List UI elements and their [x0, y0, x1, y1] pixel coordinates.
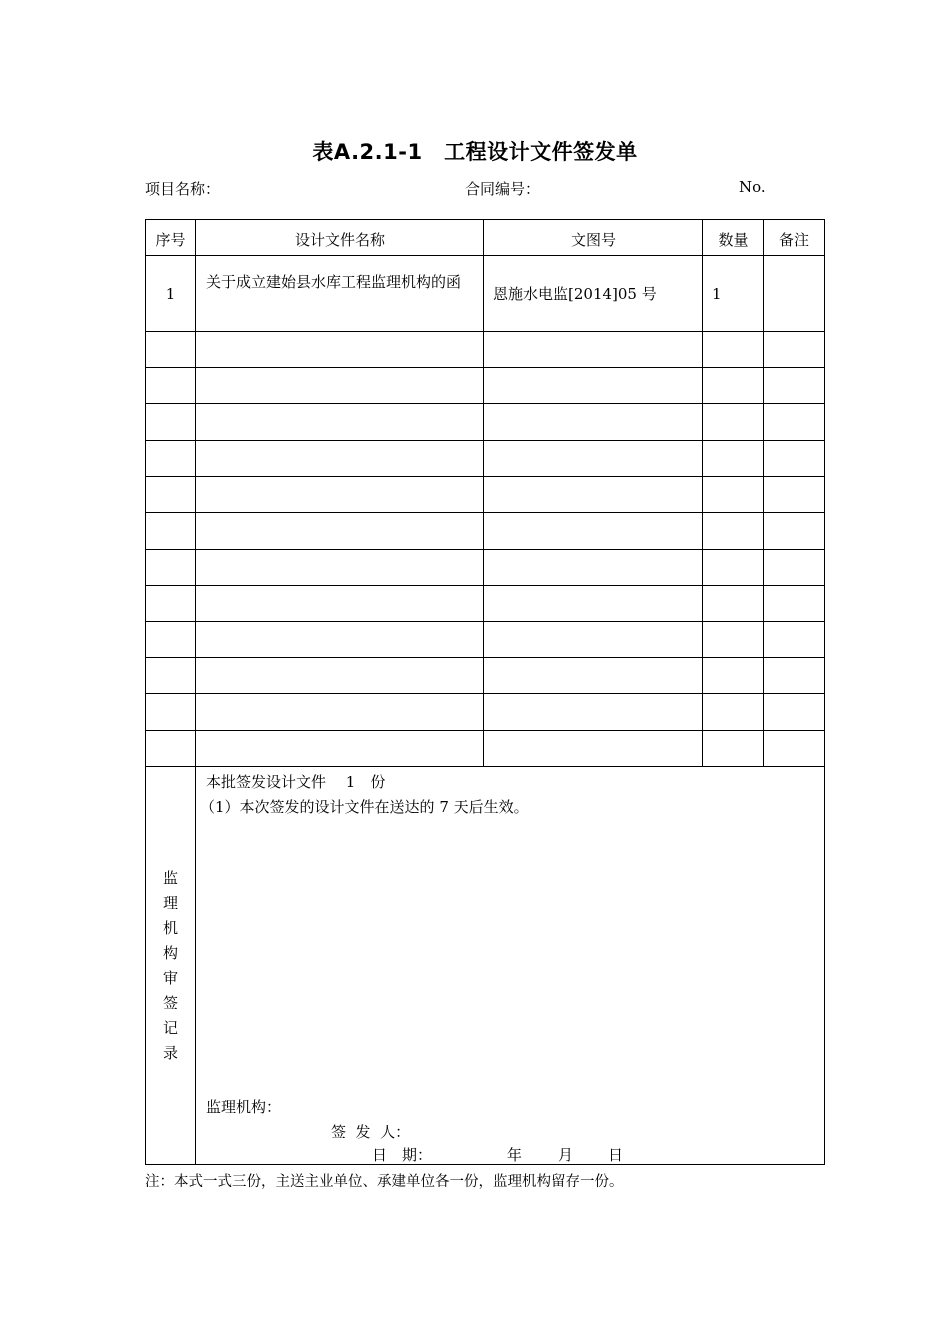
serial-number-label: No.: [739, 178, 766, 196]
column-header-remark: 备注: [778, 231, 809, 249]
column-header-doc-no: 文图号: [570, 231, 616, 249]
review-item-1: （1）本次签发的设计文件在送达的 7 天后生效。: [200, 798, 529, 816]
footnote: 注：本式一式三份，主送主业单位、承建单位各一份，监理机构留存一份。: [145, 1174, 624, 1190]
column-header-doc-name: 设计文件名称: [294, 231, 385, 249]
column-header-qty: 数量: [718, 231, 749, 249]
row-1-seq: 1: [165, 285, 176, 303]
supervision-org-label: 监理机构：: [206, 1098, 282, 1116]
row-1-doc-no: 恩施水电监[2014]05 号: [493, 285, 657, 303]
date-month-label: 月: [558, 1146, 574, 1164]
review-record-label: 监 理 机 构 审 签 记 录: [162, 869, 178, 1062]
form-title: 表A.2.1-1 工程设计文件签发单: [312, 140, 638, 164]
signer-label: 签 发 人：: [331, 1123, 411, 1141]
date-label: 日 期：: [372, 1146, 433, 1164]
row-1-doc-name: 关于成立建始县水库工程监理机构的函: [206, 273, 462, 291]
project-name-label: 项目名称：: [145, 180, 221, 198]
date-year-label: 年: [507, 1146, 523, 1164]
batch-count-line: 本批签发设计文件 1 份: [206, 773, 386, 791]
contract-number-label: 合同编号：: [465, 180, 541, 198]
row-1-qty: 1: [712, 285, 722, 303]
date-day-label: 日: [608, 1146, 624, 1164]
column-header-seq: 序号: [155, 231, 186, 249]
